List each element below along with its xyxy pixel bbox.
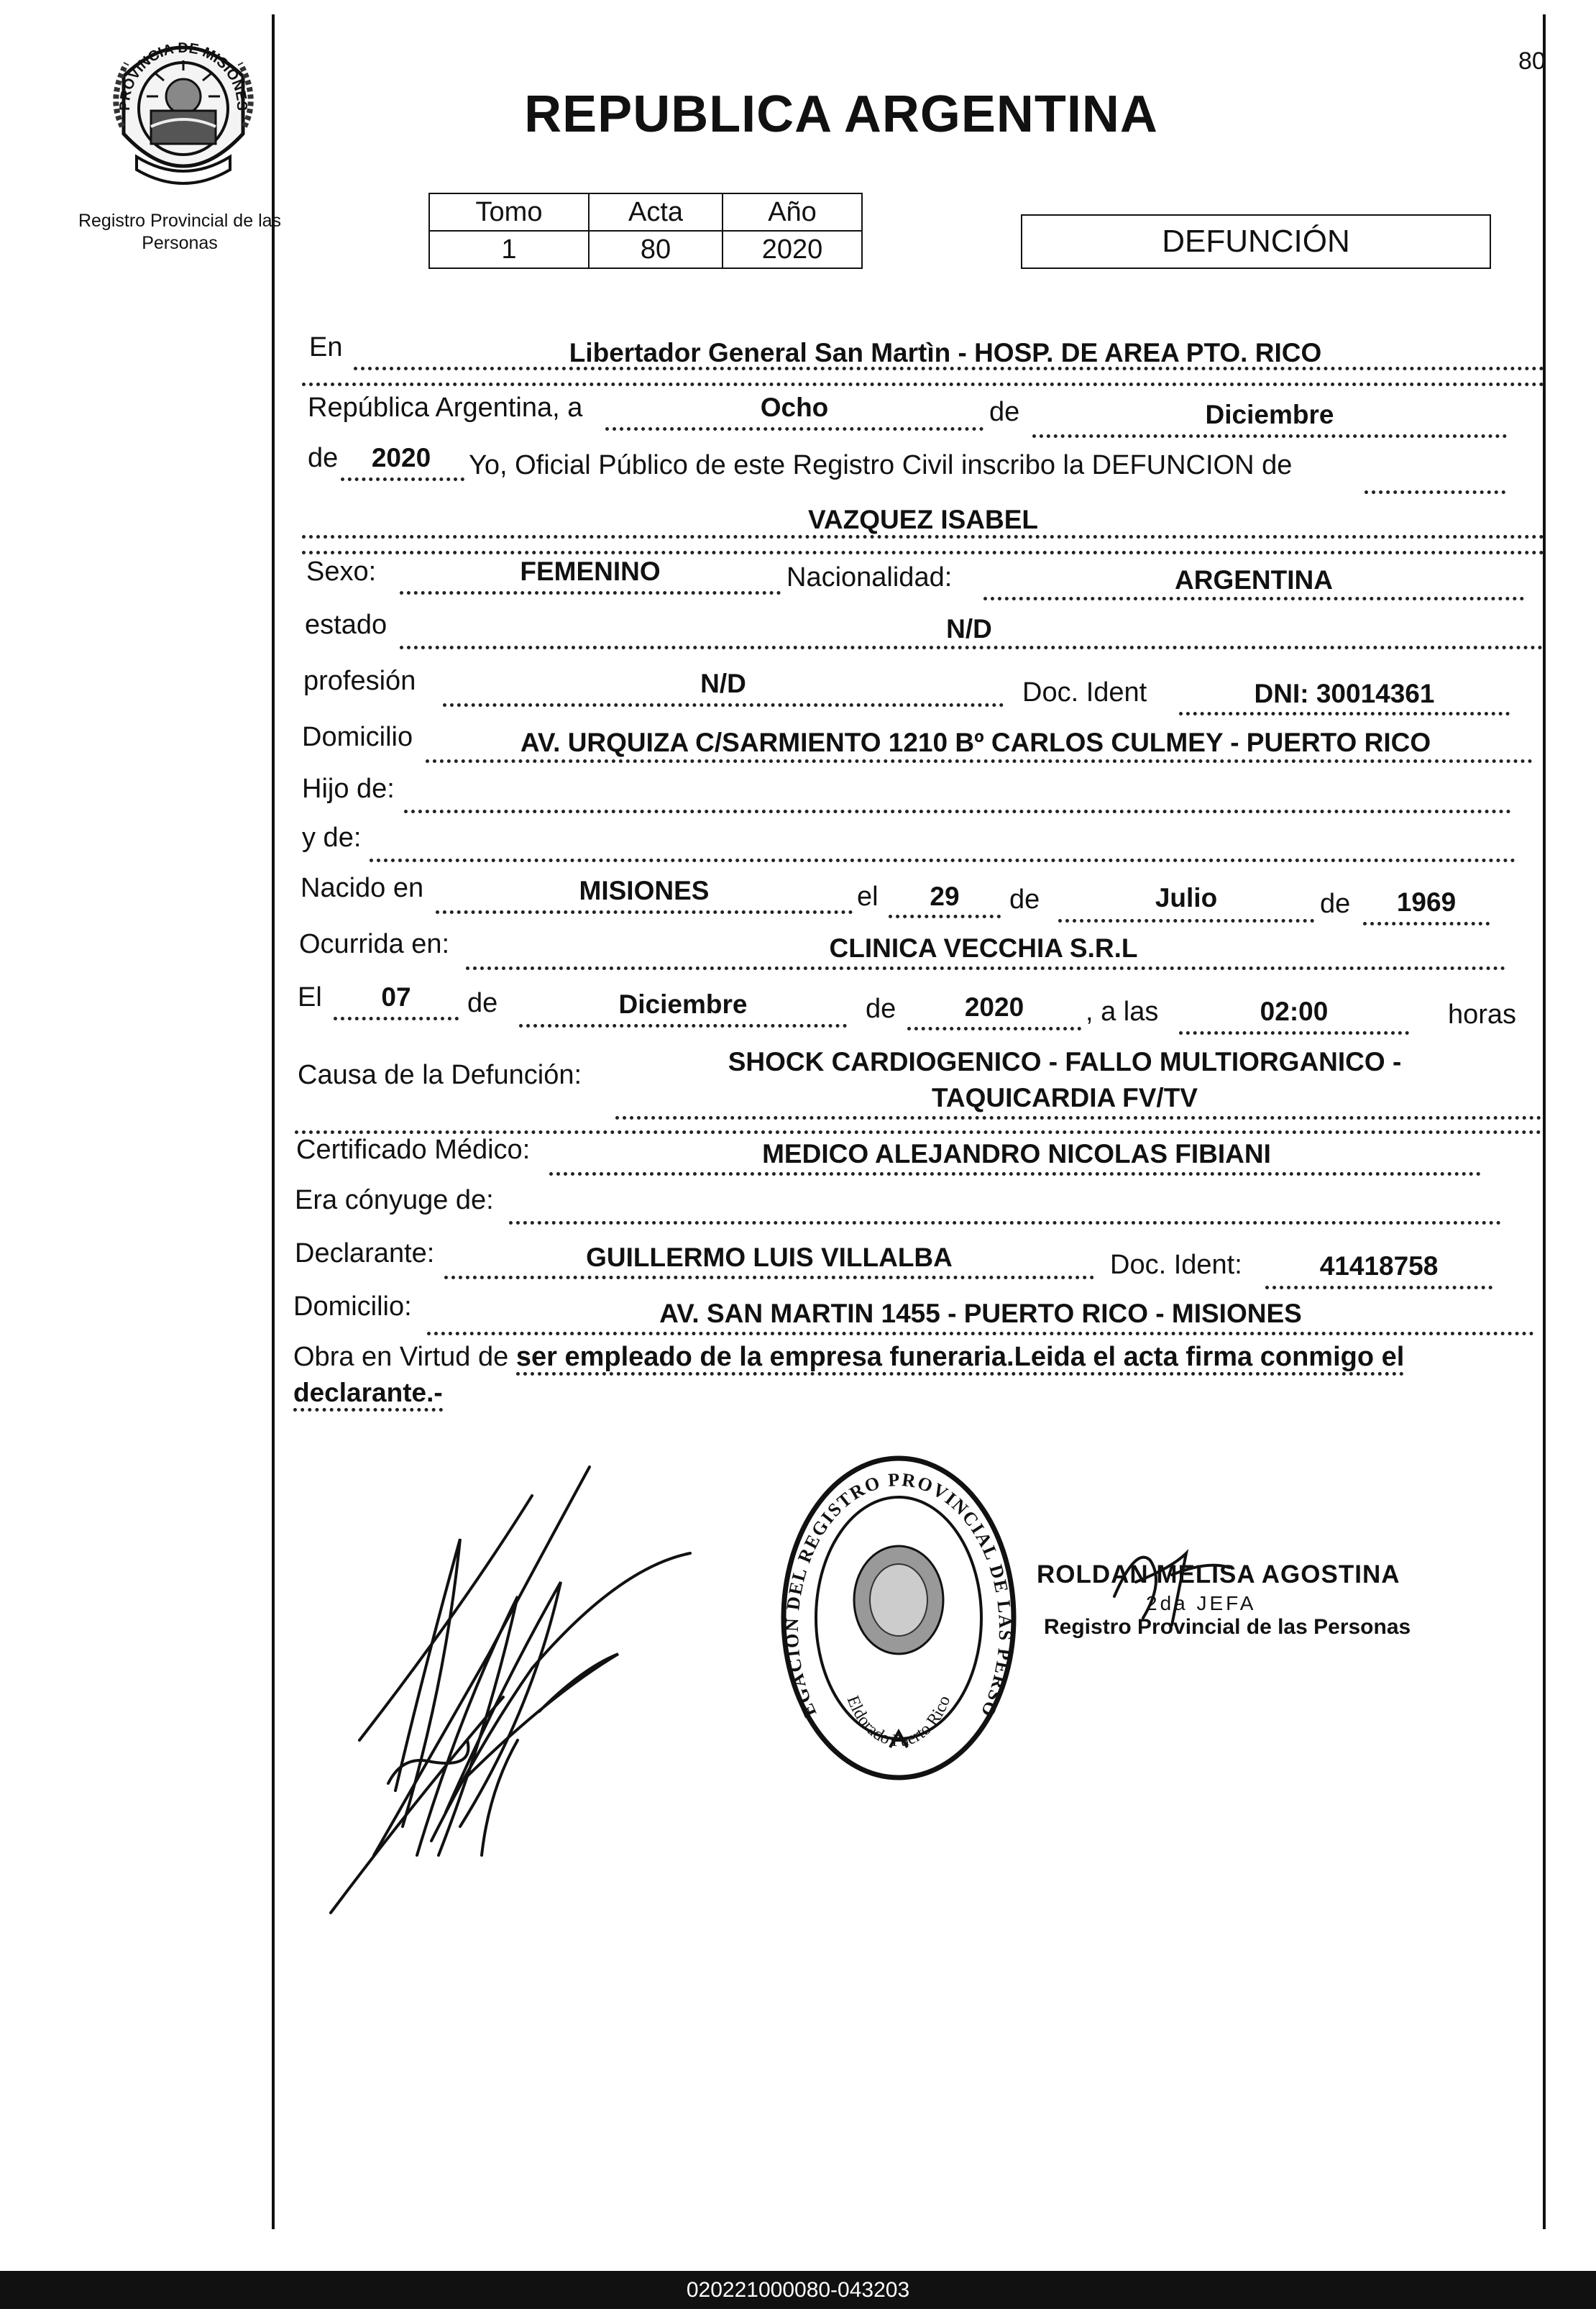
label-a-las: , a las (1086, 997, 1159, 1027)
registry-label: Registro Provincial de las Personas (78, 211, 282, 253)
dotted-line (1265, 1286, 1492, 1289)
label-domicilio: Domicilio (302, 722, 413, 752)
dotted-line (427, 1332, 1534, 1335)
label-horas: horas (1448, 1000, 1517, 1030)
label-domicilio-declarante: Domicilio: (293, 1291, 412, 1322)
dotted-line (334, 1017, 459, 1020)
value-declarante-domicilio: AV. SAN MARTIN 1455 - PUERTO RICO - MISIONES (659, 1299, 1302, 1328)
officer-name: ROLDAN MELISA AGOSTINA (1037, 1560, 1400, 1588)
dotted-line (509, 1221, 1501, 1225)
dotted-line (443, 703, 1004, 707)
label-doc-ident: Doc. Ident (1022, 677, 1147, 708)
signature-officer (1107, 1539, 1237, 1636)
value-mes: Diciembre (1205, 400, 1334, 429)
value-nac-anio: 1969 (1396, 887, 1457, 917)
label-declarante: Declarante: (295, 1238, 435, 1268)
dotted-line (302, 551, 1544, 554)
value-dia: Ocho (760, 393, 829, 422)
right-margin-line (1543, 14, 1546, 2229)
value-nac-dia: 29 (930, 882, 960, 911)
value-def-mes: Diciembre (618, 989, 748, 1019)
value-def-anio: 2020 (964, 992, 1024, 1022)
value-certificado: MEDICO ALEJANDRO NICOLAS FIBIANI (762, 1139, 1271, 1169)
dotted-line (370, 859, 1515, 862)
value-estado: N/D (946, 614, 992, 644)
dotted-line (605, 427, 983, 431)
label-nacionalidad: Nacionalidad: (786, 562, 953, 593)
signature-declarante (316, 1453, 719, 1931)
value-causa-line2: TAQUICARDIA FV/TV (932, 1083, 1198, 1112)
value-nombre: VAZQUEZ ISABEL (808, 505, 1038, 534)
value-dni: DNI: 30014361 (1254, 679, 1435, 708)
dotted-line (983, 597, 1524, 600)
value-nacido-en: MISIONES (579, 876, 710, 905)
label-conyuge: Era cónyuge de: (295, 1185, 494, 1215)
dotted-line (404, 810, 1511, 813)
document-type-box: DEFUNCIÓN (1021, 214, 1491, 269)
dotted-line (466, 966, 1505, 970)
svg-text:Eldorado Puerto Rico (843, 1693, 955, 1751)
label-de: de (1320, 889, 1351, 919)
record-header-tomo: Tomo (429, 193, 589, 231)
stamp-text: EGACION DEL REGISTRO PROVINCIAL DE LAS PERSO (781, 1468, 1017, 1722)
label-de: de (467, 988, 498, 1018)
value-profesion: N/D (700, 669, 746, 698)
officer-registry: Registro Provincial de las Personas (1044, 1615, 1411, 1639)
label-el-upper: El (298, 982, 322, 1012)
record-tomo: 1 (429, 231, 589, 268)
stamp-center-text: Eldorado Puerto Rico (843, 1693, 955, 1751)
label-ocurrida-en: Ocurrida en: (299, 929, 450, 959)
dotted-line (1179, 712, 1510, 715)
dotted-line (302, 535, 1544, 539)
record-anio: 2020 (723, 231, 862, 268)
record-header-row (429, 193, 862, 231)
label-estado: estado (305, 610, 387, 640)
value-anio: 2020 (371, 443, 431, 472)
label-en: En (309, 332, 343, 362)
value-declarante: GUILLERMO LUIS VILLALBA (586, 1243, 953, 1272)
left-margin-line (272, 14, 275, 2229)
record-header-anio: Año (723, 193, 862, 231)
value-domicilio: AV. URQUIZA C/SARMIENTO 1210 Bº CARLOS CULMEY - PUERTO RICO (520, 728, 1431, 757)
label-sexo: Sexo: (306, 557, 377, 587)
label-nacido-en: Nacido en (301, 873, 424, 903)
officer-role: 2da JEFA (1146, 1592, 1257, 1614)
label-certificado: Certificado Médico: (296, 1135, 531, 1165)
dotted-line (400, 646, 1543, 649)
label-obra: Obra en Virtud de (293, 1342, 509, 1372)
dotted-line (444, 1276, 1094, 1279)
value-hora: 02:00 (1260, 997, 1329, 1026)
dotted-line (1179, 1031, 1409, 1035)
value-obra-text-cont: declarante.- (293, 1378, 443, 1412)
label-de: de (866, 994, 896, 1024)
dotted-line (341, 477, 464, 481)
dotted-line (295, 1130, 1541, 1134)
label-hijo-de: Hijo de: (302, 774, 395, 804)
record-header-acta: Acta (589, 193, 723, 231)
value-nacionalidad: ARGENTINA (1175, 565, 1333, 595)
dotted-line (436, 910, 853, 914)
dotted-line (1032, 434, 1507, 438)
dotted-line (1058, 919, 1314, 923)
value-nac-mes: Julio (1155, 883, 1218, 913)
value-declarante-doc: 41418758 (1319, 1251, 1439, 1281)
dotted-line (426, 759, 1533, 763)
footer-code: 020221000080-043203 (0, 2271, 1596, 2309)
value-ocurrida-en: CLINICA VECCHIA S.R.L (829, 933, 1138, 963)
label-republica: República Argentina, a (308, 393, 583, 423)
dotted-line (354, 367, 1544, 370)
dotted-line (400, 591, 781, 595)
dotted-line (302, 383, 1544, 386)
page-number: 80 (1518, 47, 1546, 75)
page-title: REPUBLICA ARGENTINA (524, 86, 1158, 143)
value-lugar: Libertador General San Martìn - HOSP. DE AREA PTO. RICO (569, 338, 1322, 367)
label-de: de (1009, 884, 1040, 915)
value-causa-line1: SHOCK CARDIOGENICO - FALLO MULTIORGANICO - (728, 1047, 1402, 1076)
dotted-line (1365, 490, 1505, 494)
record-table (428, 193, 863, 269)
dotted-line (1363, 922, 1490, 925)
value-sexo: FEMENINO (520, 557, 661, 586)
label-de: de (308, 443, 339, 473)
record-value-row (429, 231, 862, 268)
label-doc-ident-declarante: Doc. Ident: (1110, 1250, 1242, 1280)
value-obra-text: ser empleado de la empresa funeraria.Leida el acta firma conmigo el (516, 1342, 1404, 1376)
label-de: de (989, 397, 1020, 427)
label-y-de: y de: (302, 823, 362, 853)
label-yo: Yo, Oficial Público de este Registro Civil inscribo la DEFUNCION de (469, 450, 1293, 480)
record-acta: 80 (589, 231, 723, 268)
value-def-dia: 07 (381, 982, 411, 1012)
label-el: el (857, 882, 879, 912)
emblem-text: PROVINCIA DE MISIONES (116, 40, 250, 111)
obra-line (293, 1342, 1404, 1373)
dotted-line (907, 1027, 1081, 1030)
dotted-line (549, 1172, 1481, 1176)
dotted-line (889, 915, 1001, 918)
official-stamp (776, 1445, 1021, 1794)
label-profesion: profesión (303, 666, 416, 696)
label-causa: Causa de la Defunción: (298, 1060, 582, 1090)
dotted-line (519, 1024, 847, 1028)
dotted-line (615, 1116, 1541, 1120)
